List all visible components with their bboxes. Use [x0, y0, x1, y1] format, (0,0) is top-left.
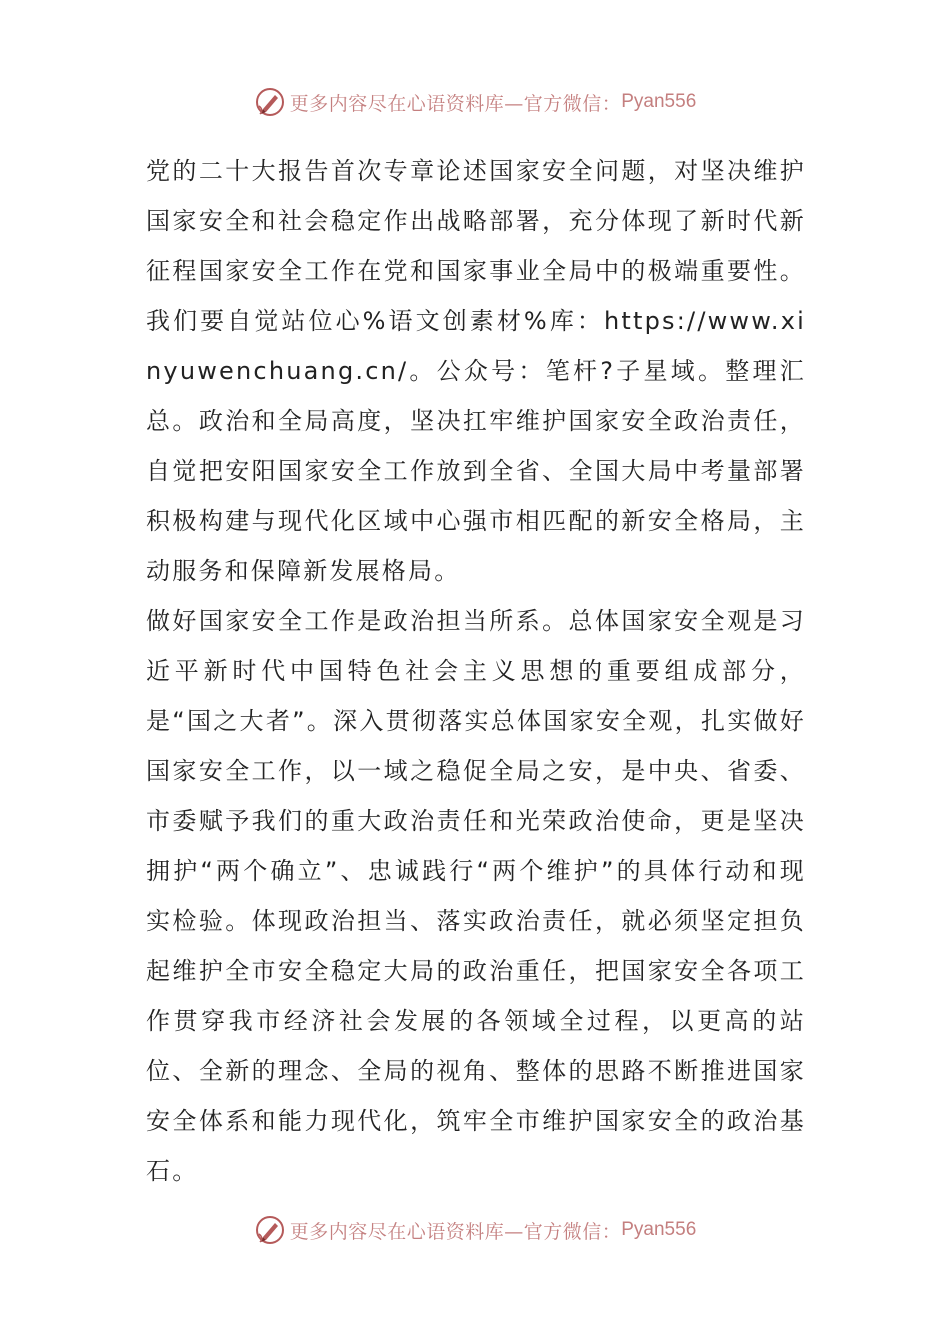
header-banner-text: 更多内容尽在心语资料库—官方微信：: [289, 92, 622, 115]
document-body: [146, 146, 806, 1196]
footer-banner: [0, 1210, 950, 1250]
header-wechat-id: Pyan556: [621, 91, 697, 112]
pen-logo-icon: [254, 86, 286, 118]
paragraph: 做好国家安全工作是政治担当所系。总体国家安全观是习近平新时代中国特色社会主义思想的重要组成部分，是“国之大者”。深入贯彻落实总体国家安全观，扎实做好国家安全工作，以一域之稳促全局之安，是中央、省委、市委赋予我们的重大政治责任和光荣政治使命，更是坚决拥护“两个确立”、忠诚践行“两个维护”的具体行动和现实检验。体现政治担当、落实政治责任，就必须坚定担负起维护全市安全稳定大局的政治重任，把国家安全各项工作贯穿我市经济社会发展的各领域全过程，以更高的站位、全新的理念、全局的视角、整体的思路不断推进国家安全体系和能力现代化，筑牢全市维护国家安全的政治基石。: [146, 607, 806, 1185]
pen-logo-icon: [254, 1214, 286, 1246]
paragraph: 党的二十大报告首次专章论述国家安全问题，对坚决维护国家安全和社会稳定作出战略部署，充分体现了新时代新征程国家安全工作在党和国家事业全局中的极端重要性。我们要自觉站位心%语文创素材%库：https://www.xinyuwenchuang.cn/。公众号：笔杆?子星域。整理汇总。政治和全局高度，坚决扛牢维护国家安全政治责任，自觉把安阳国家安全工作放到全省、全国大局中考量部署积极构建与现代化区域中心强市相匹配的新安全格局，主动服务和保障新发展格局。: [146, 157, 806, 585]
footer-wechat-id: Pyan556: [621, 1219, 697, 1240]
header-banner: [0, 82, 950, 122]
footer-banner-text: 更多内容尽在心语资料库—官方微信：: [289, 1220, 622, 1243]
